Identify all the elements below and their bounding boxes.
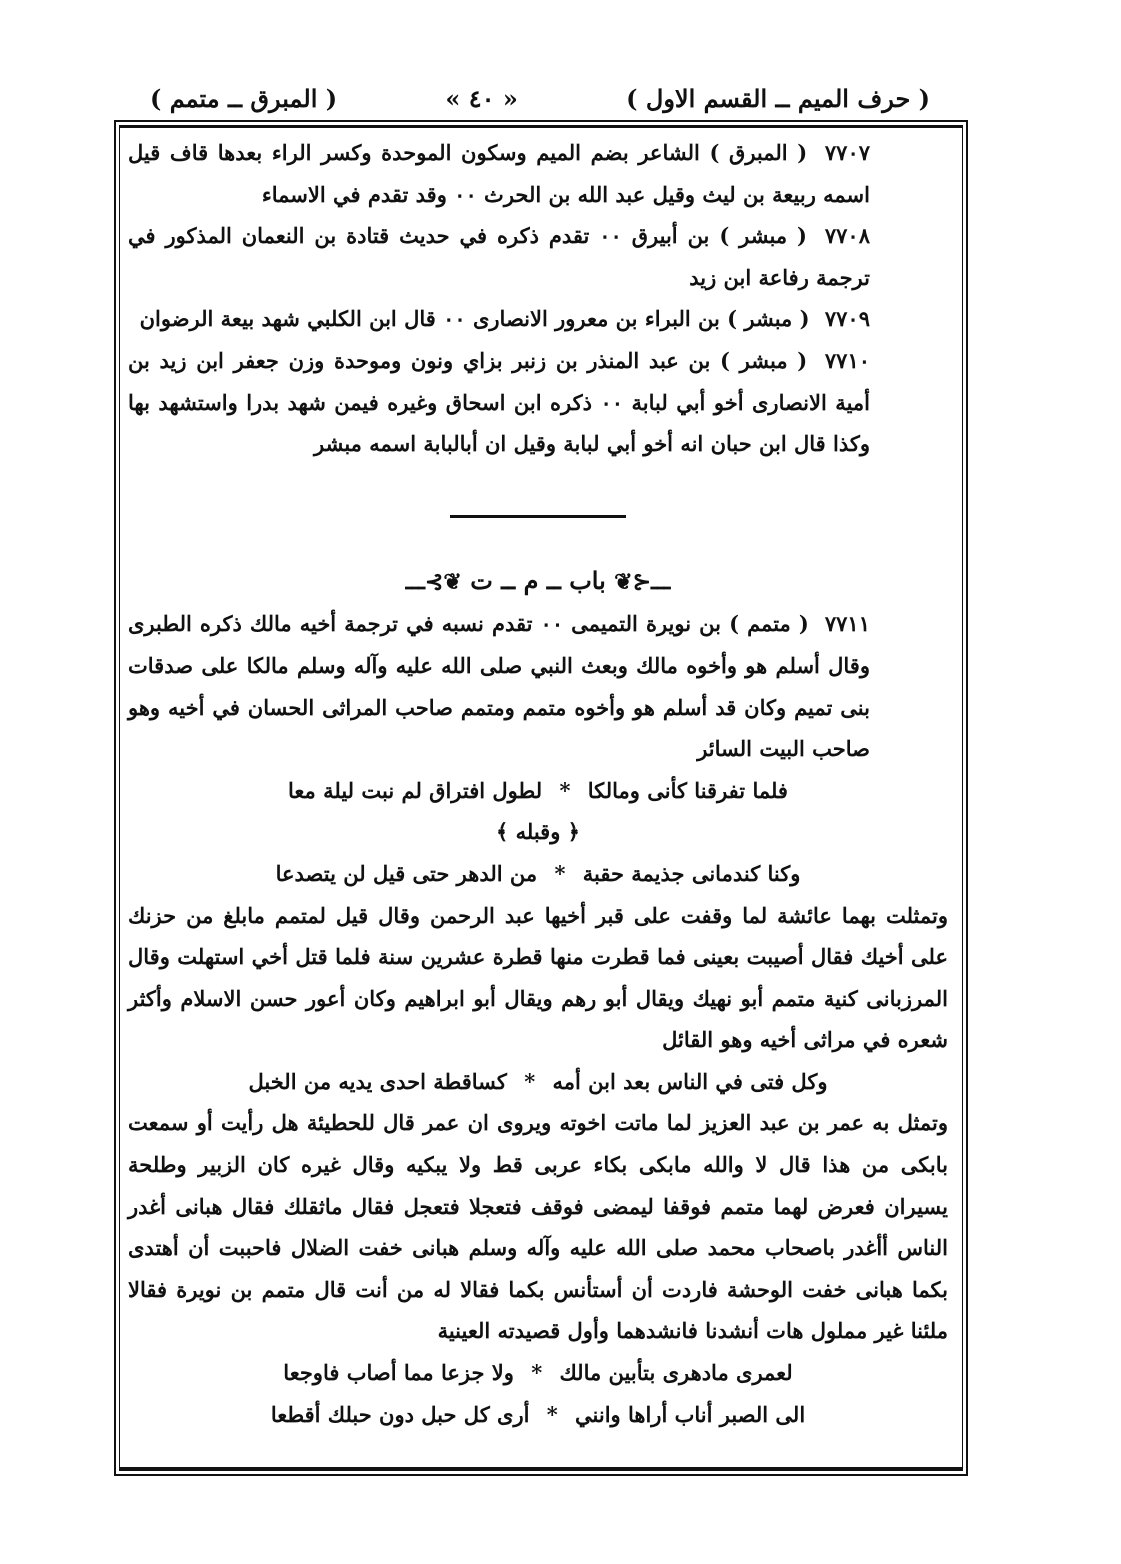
page-number: « ٤٠ » bbox=[445, 83, 518, 113]
ornament-right-icon: ـــ⊰❦ bbox=[614, 568, 671, 595]
entry-name: ( مبشر ) bbox=[719, 223, 807, 249]
verse-hemistich: الى الصبر أناب أراها وانني bbox=[575, 1401, 806, 1427]
entry-number: ٧٧١١ bbox=[824, 611, 870, 637]
verse-hemistich: لطول افتراق لم نبت ليلة معا bbox=[288, 777, 543, 803]
verse-line bbox=[128, 770, 948, 812]
header-section-title: ( حرف الميم ــ القسم الاول ) bbox=[626, 83, 930, 113]
page-header bbox=[150, 78, 930, 118]
verse-hemistich: من الدهر حتى قيل لن يتصدعا bbox=[275, 860, 538, 886]
verse-hemistich: وكنا كندمانى جذيمة حقبة bbox=[582, 860, 801, 886]
verse-line bbox=[128, 1352, 948, 1394]
entry-number: ٧٧٠٨ bbox=[824, 223, 870, 249]
verse-separator: * bbox=[559, 777, 571, 803]
entry-name: ( المبرق ) bbox=[709, 140, 808, 165]
chapter-title: باب ــ م ــ ت bbox=[470, 565, 606, 595]
entry-number: ٧٧٠٩ bbox=[824, 306, 870, 332]
entry-7711 bbox=[128, 603, 948, 769]
verse-hemistich: ولا جزعا مما أصاب فاوجعا bbox=[283, 1360, 514, 1386]
verse-separator: * bbox=[531, 1360, 543, 1386]
entry-text: بن نويرة التميمى ٠٠ تقدم نسبه في ترجمة أخيه مالك ذكره الطبرى وقال أسلم هو وأخوه مالك وبعث النبي صلى الله عليه وآله وسلم مالكا على صدقات بنى تميم وكان قد أسلم هو وأخوه متمم ومتمم صاحب المراثى الحسان في أخيه وهو صاحب البيت السائر bbox=[128, 611, 870, 762]
verse-hemistich: كساقطة احدى يديه من الخبل bbox=[248, 1068, 507, 1094]
header-entry-range: ( المبرق ــ متمم ) bbox=[150, 83, 338, 113]
main-text bbox=[128, 132, 948, 1435]
verse-hemistich: وكل فتى في الناس بعد ابن أمه bbox=[552, 1068, 828, 1094]
verse-line bbox=[128, 1394, 948, 1436]
entry-7710 bbox=[128, 340, 948, 465]
entry-7708 bbox=[128, 215, 948, 298]
entry-text: بن أبيرق ٠٠ تقدم ذكره في حديث قتادة بن النعمان المذكور في ترجمة رفاعة ابن زيد bbox=[128, 223, 870, 290]
entry-text: الشاعر بضم الميم وسكون الموحدة وكسر الراء بعدها قاف قيل اسمه ربيعة بن ليث وقيل عبد الله بن الحرث ٠٠ وقد تقدم في الاسماء bbox=[128, 140, 870, 207]
verse-line bbox=[128, 1061, 948, 1103]
entry-text: بن عبد المنذر بن زنبر بزاي ونون وموحدة وزن جعفر ابن زيد بن أمية الانصارى أخو أبي لبابة ٠٠ ذكره ابن اسحاق وغيره فيمن شهد بدرا واستشهد بها وكذا قال ابن حبان انه أخو أبي لبابة وقيل ان أبالبابة اسمه مبشر bbox=[128, 347, 870, 457]
entry-name: ( مبشر ) bbox=[720, 347, 808, 373]
verse-separator: * bbox=[546, 1401, 558, 1427]
section-divider bbox=[450, 515, 626, 518]
verse-line bbox=[128, 853, 948, 895]
entry-text: بن البراء بن معرور الانصارى ٠٠ قال ابن الكلبي شهد بيعة الرضوان bbox=[139, 306, 720, 332]
entry-7709 bbox=[128, 298, 948, 340]
verse-separator: * bbox=[554, 860, 566, 886]
verse-hemistich: فلما تفرقنا كأنى ومالكا bbox=[587, 777, 788, 803]
entry-number: ٧٧٠٧ bbox=[824, 140, 871, 165]
ornament-left-icon: ❦⊱ـــ bbox=[405, 568, 462, 595]
verse-hemistich: لعمرى مادهرى بتأبين مالك bbox=[559, 1360, 793, 1386]
entry-name: ( متمم ) bbox=[729, 611, 809, 637]
verse-hemistich: أرى كل حبل دون حبلك أقطعا bbox=[270, 1401, 530, 1427]
verse-separator: * bbox=[524, 1068, 536, 1094]
paragraph: وتمثلت بهما عائشة لما وقفت على قبر أخيها عبد الرحمن وقال قيل لمتمم مابلغ من حزنك على أخيك فقال أصيبت بعينى فما قطرت منها قطرة عشرين سنة فلما قتل أخي استهلت وقال المرزبانى كنية متمم أبو نهيك ويقال أبو رهم ويقال أبو ابراهيم وكان أعور حسن الاسلام وأكثر شعره في مراثى أخيه وهو القائل bbox=[128, 902, 948, 1053]
entry-name: ( مبشر ) bbox=[727, 306, 810, 332]
verse-label: ﴿ وقبله ﴾ bbox=[496, 819, 580, 845]
entry-number: ٧٧١٠ bbox=[824, 347, 871, 373]
paragraph: وتمثل به عمر بن عبد العزيز لما ماتت اخوته ويروى ان عمر قال للحطيئة هل رأيت أو سمعت بابكى من هذا قال لا والله مابكى بكاء عربى قط ولا يبكيه وقال غيره كان الزبير وطلحة يسيران فعرض لهما متمم فوقفا ليمضى فوقف فتعجلا فتعجل فقال ماثقلك فقال هبانى أغدر الناس أأغدر باصحاب محمد صلى الله عليه وآله وسلم هبانى خفت الضلال فاحببت أن أهتدى بكما هبانى خفت الوحشة فاردت أن أستأنس بكما فقالا له من أنت قال متمم بن نويرة فقالا ملئنا غير مملول هات أنشدنا فانشدهما وأول قصيدته العينية bbox=[128, 1110, 948, 1344]
entry-7707 bbox=[128, 132, 948, 215]
chapter-heading bbox=[128, 560, 948, 604]
